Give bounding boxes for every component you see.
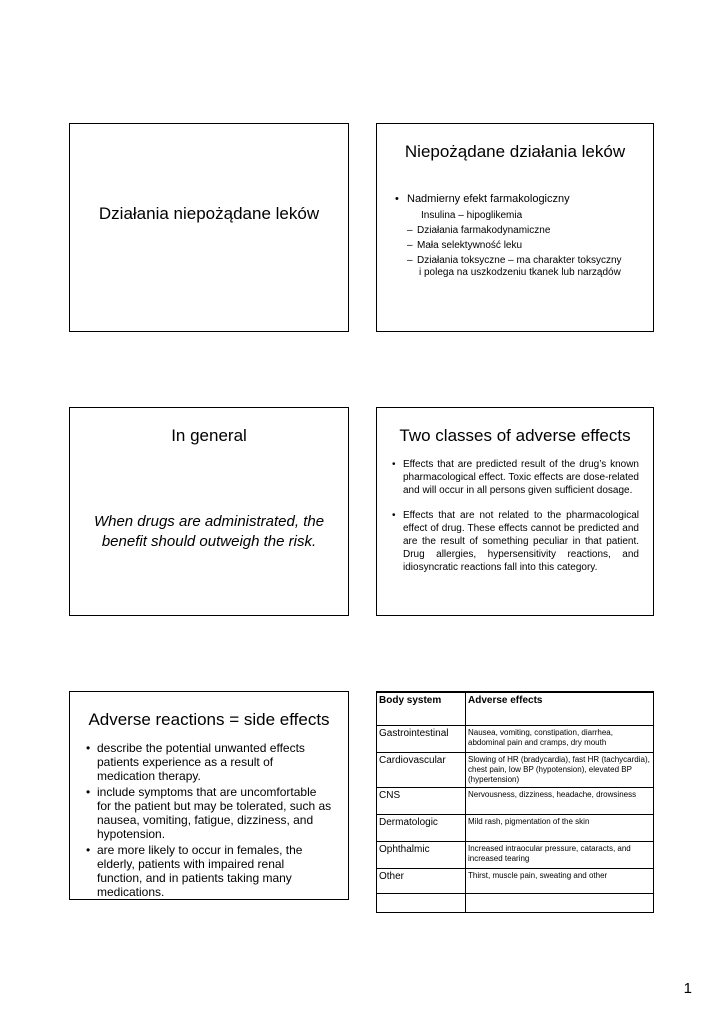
- table-cell-effects: Nausea, vomiting, constipation, diarrhea, abdominal pain and cramps, dry mouth: [466, 726, 654, 753]
- slide-5-list: [86, 741, 332, 901]
- table-cell-empty: [377, 894, 466, 913]
- table-cell-system: Ophthalmic: [377, 842, 466, 869]
- table-cell-system: CNS: [377, 788, 466, 815]
- slide-3-quote: When drugs are administrated, the benefit should outweigh the risk.: [93, 513, 325, 550]
- table-row: [377, 753, 654, 788]
- table-cell-effects: Increased intraocular pressure, cataracts, and increased tearing: [466, 842, 654, 869]
- slide-2-sub-item: – Mała selektywność leku: [407, 240, 523, 251]
- slide-4-list: [391, 458, 639, 586]
- slide-5-bullet: • include symptoms that are uncomfortable for the patient but may be tolerated, such as nausea, vomiting, fatigue, dizziness, and hypotension.: [86, 785, 332, 841]
- page-number: 1: [683, 980, 692, 997]
- slide-6: [376, 691, 654, 900]
- slide-1-title: Działania niepożądane leków: [98, 204, 320, 223]
- table-cell-system: Dermatologic: [377, 815, 466, 842]
- table-cell-effects: Thirst, muscle pain, sweating and other: [466, 869, 654, 894]
- slide-1: [69, 123, 349, 332]
- table-header-body-system: Body system: [377, 692, 466, 726]
- table-row: [377, 788, 654, 815]
- table-cell-system: Gastrointestinal: [377, 726, 466, 753]
- slide-5-bullet: • describe the potential unwanted effects patients experience as a result of medication therapy.: [86, 741, 332, 783]
- slide-2-sub-item: – Działania farmakodynamiczne: [407, 225, 551, 236]
- slide-2-sub-item: Insulina – hipoglikemia: [421, 210, 523, 221]
- slide-5-bullet: • are more likely to occur in females, the elderly, patients with impaired renal function, and in patients taking many medications.: [86, 843, 332, 899]
- table-cell-effects: Mild rash, pigmentation of the skin: [466, 815, 654, 842]
- slide-2-sub-item: – Działania toksyczne – ma charakter toksyczny: [407, 255, 622, 266]
- table-row: [377, 815, 654, 842]
- slide-3: [69, 407, 349, 616]
- slide-5: [69, 691, 349, 900]
- slide-2-title: Niepożądane działania leków: [404, 142, 626, 161]
- slide-5-title: Adverse reactions = side effects: [88, 710, 330, 729]
- table-cell-effects: Nervousness, dizziness, headache, drowsiness: [466, 788, 654, 815]
- slide-2: [376, 123, 654, 332]
- table-row: [377, 726, 654, 753]
- table-cell-system: Cardiovascular: [377, 753, 466, 788]
- table-cell-empty: [466, 894, 654, 913]
- table-row-empty: [377, 894, 654, 913]
- adverse-effects-table: [376, 691, 654, 913]
- table-row: [377, 869, 654, 894]
- slide-4-title: Two classes of adverse effects: [399, 426, 631, 445]
- table-row: [377, 842, 654, 869]
- slide-2-bullet: • Nadmierny efekt farmakologiczny: [395, 192, 643, 206]
- slide-3-title: In general: [171, 426, 247, 445]
- table-header-adverse-effects: Adverse effects: [466, 692, 654, 726]
- table-cell-effects: Slowing of HR (bradycardia), fast HR (tachycardia), chest pain, low BP (hypotension), elevated BP (hypertension): [466, 753, 654, 788]
- slide-4-bullet: • Effects that are predicted result of the drug’s known pharmacological effect. Toxic effects are dose-related and will occur in all persons given sufficient dosage.: [391, 458, 639, 497]
- slide-4-bullet: • Effects that are not related to the pharmacological effect of drug. These effects cannot be predicted and are the result of something peculiar in that patient. Drug allergies, hypersensitivity reactions, and idiosyncratic reactions fall into this category.: [391, 509, 639, 574]
- slide-4: [376, 407, 654, 616]
- slide-2-sub-item-continuation: i polega na uszkodzeniu tkanek lub narządów: [419, 267, 621, 278]
- slide-2-list: [395, 192, 643, 279]
- table-cell-system: Other: [377, 869, 466, 894]
